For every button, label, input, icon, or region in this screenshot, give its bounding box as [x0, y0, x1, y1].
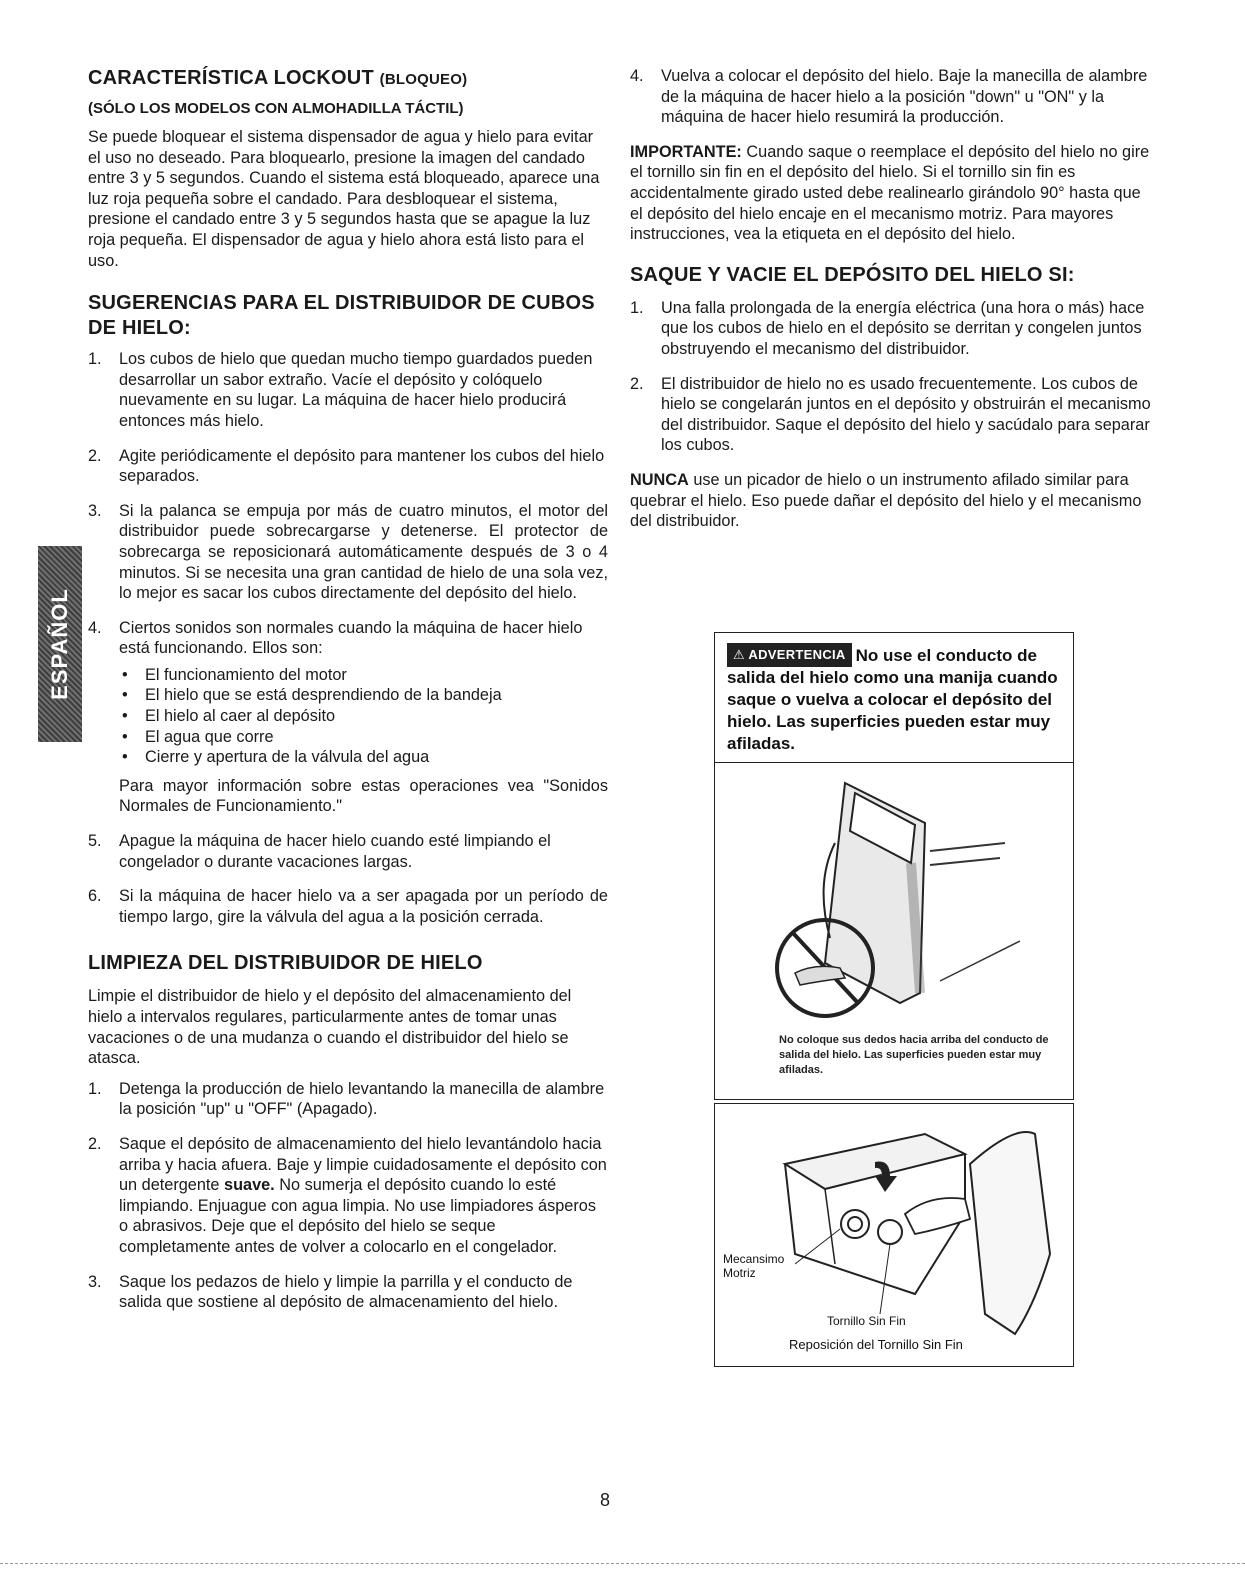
nunca-text: use un picador de hielo o un instrumento afilado similar para quebrar el hielo. Eso puede dañar el depósito del hielo y el mecanismo del distribuidor. [630, 470, 1142, 531]
item-number: 1. [630, 298, 644, 317]
item-number: 1. [88, 350, 102, 369]
item-number: 1. [88, 1079, 102, 1098]
bullet-item: • El funcionamiento del motor [119, 665, 608, 686]
warning-badge-label: ADVERTENCIA [748, 647, 846, 662]
item-text: Apague la máquina de hacer hielo cuando esté limpiando el congelador o durante vacaciones largas. [119, 832, 551, 871]
warning-badge [727, 643, 852, 667]
label-tornillo-sin-fin: Tornillo Sin Fin [827, 1314, 906, 1328]
list-item [88, 1272, 608, 1313]
lockout-title-main: CARACTERÍSTICA LOCKOUT [88, 67, 374, 89]
limpieza-body: Limpie el distribuidor de hielo y el depósito del almacenamiento del hielo a intervalos regulares, particularmente antes de tomar unas vacaciones o de una mudanza o cuando el distribuidor del hielo se atasca. [88, 987, 572, 1068]
nunca-label: NUNCA [630, 470, 689, 489]
list-item [88, 1134, 608, 1258]
item-text: Saque los pedazos de hielo y limpie la parrilla y el conducto de salida que sostiene al depósito de almacenamiento del hielo. [119, 1272, 573, 1312]
item-text: Saque el depósito de almacenamiento del hielo levantándolo hacia arriba y hacia afuera. Baje y limpie cuidadosamente el depósito con un detergente [119, 1134, 607, 1195]
lockout-body: Se puede bloquear el sistema dispensador de agua y hielo para evitar el uso no deseado. Para bloquearlo, presione la imagen del candado entre 3 y 5 segundos. Cuando el sistema está bloqueado, aparece una luz roja pequeña sobre el candado. Para desbloquear el sistema, presione el candado entre 3 y 5 segundos hasta que se apague la luz roja pequeña. El dispensador de agua y hielo ahora está listo para el uso. [88, 128, 600, 270]
bullet-item: • El hielo que se está desprendiendo de la bandeja [119, 685, 608, 706]
lockout-section [88, 66, 608, 271]
item-text: Vuelva a colocar el depósito del hielo. Baje la manecilla de alambre de la máquina de hacer hielo a la posición "down" u "ON" y la máquina de hacer hielo resumirá la producción. [661, 67, 1148, 127]
item-text: Agite periódicamente el depósito para mantener los cubos del hielo separados. [119, 446, 605, 486]
bullet-item: • El hielo al caer al depósito [119, 706, 608, 727]
warning-text: No use el conducto de salida del hielo como una manija cuando saque o vuelva a colocar el depósito del hielo. Las superficies pueden estar muy afiladas. [727, 646, 1058, 753]
lockout-title-paren: (BLOQUEO) [379, 71, 468, 88]
warning-box [714, 632, 1074, 763]
item-text: Detenga la producción de hielo levantando la manecilla de alambre la posición "up" u "OFF" (Apagado). [119, 1079, 605, 1119]
sugerencias-list [88, 349, 608, 927]
figure2-caption: Reposición del Tornillo Sin Fin [789, 1337, 963, 1352]
warning-text-block [727, 643, 1067, 755]
item-number: 2. [630, 374, 644, 393]
importante-label: IMPORTANTE: [630, 142, 742, 161]
bottom-divider [0, 1563, 1245, 1564]
warning-triangle-icon: ⚠ [733, 647, 745, 662]
item-number: 4. [630, 67, 644, 85]
list-item [630, 374, 1155, 456]
language-side-tab [38, 546, 82, 742]
list-item [88, 831, 608, 872]
sounds-bullet-list [119, 665, 608, 768]
sugerencias-section [88, 291, 608, 927]
limpieza-section [88, 951, 608, 1312]
item-number: 2. [88, 446, 102, 465]
list-item [630, 298, 1155, 360]
item-number: 2. [88, 1134, 102, 1153]
item4-note: Para mayor información sobre estas operaciones vea "Sonidos Normales de Funcionamiento." [119, 776, 608, 816]
item-number: 4. [88, 618, 102, 637]
bullet-item: • Cierre y apertura de la válvula del agua [119, 747, 608, 768]
item-text: Si la máquina de hacer hielo va a ser apagada por un período de tiempo largo, gire la válvula del agua a la posición cerrada. [119, 887, 608, 926]
sugerencias-title: SUGERENCIAS PARA EL DISTRIBUIDOR DE CUBOS DE HIELO: [88, 292, 595, 340]
lockout-title [88, 66, 608, 92]
limpieza-title: LIMPIEZA DEL DISTRIBUIDOR DE HIELO [88, 952, 483, 975]
left-column [88, 66, 608, 1327]
item-text-bold: suave. [224, 1176, 275, 1195]
item-text: El distribuidor de hielo no es usado frecuentemente. Los cubos de hielo se congelarán juntos en el depósito y obstruirán el mecanismo del distribuidor. Saque el depósito del hielo y sacúdalo para separar los cubos. [661, 374, 1151, 455]
right-column [630, 66, 1155, 542]
list-item [88, 886, 608, 927]
page-number: 8 [600, 1490, 611, 1510]
item-text: Si la palanca se empuja por más de cuatro minutos, el motor del distribuidor puede sobrecargarse y detenerse. El protector de sobrecarga se reposicionará automáticamente después de 3 o 4 minutos. Si se necesita una gran cantidad de hielo de una sola vez, lo mejor es sacar los cubos directamente del depósito del hielo. [119, 501, 608, 603]
list-item [88, 501, 608, 604]
item-number: 6. [88, 887, 102, 906]
continued-list [630, 66, 1155, 128]
list-item [88, 446, 608, 487]
list-item [88, 1079, 608, 1120]
importante-paragraph [630, 142, 1155, 245]
list-item [630, 66, 1155, 128]
importante-text: Cuando saque o reemplace el depósito del hielo no gire el tornillo sin fin en el depósito del hielo. Si el tornillo sin fin es accidentalmente girado usted debe realinearlo girándolo 90° hasta que el depósito del hielo encaje en el mecanismo motriz. Para mayores instrucciones, vea la etiqueta en el depósito del hielo. [630, 142, 1150, 244]
item-text: Una falla prolongada de la energía eléctrica (una hora o más) hace que los cubos de hielo en el depósito se derritan y congelen juntos obstruyendo el mecanismo del distribuidor. [661, 298, 1145, 358]
bullet-item: • El agua que corre [119, 727, 608, 748]
item-number: 3. [88, 1272, 102, 1291]
item-text: Los cubos de hielo que quedan mucho tiempo guardados pueden desarrollar un sabor extraño. Vacíe el depósito y colóquelo nuevamente en su lugar. La máquina de hacer hielo producirá entonces más hielo. [119, 350, 593, 430]
list-item [88, 618, 608, 817]
language-tab-label: ESPAÑOL [47, 588, 72, 700]
figure-auger-reposition [714, 1103, 1074, 1367]
limpieza-list [88, 1079, 608, 1313]
item-number: 5. [88, 832, 102, 851]
nunca-paragraph [630, 470, 1155, 532]
item-number: 3. [88, 501, 102, 520]
figure-ice-chute [714, 762, 1074, 1100]
figure1-caption: No coloque sus dedos hacia arriba del conducto de salida del hielo. Las superficies pueden estar muy afiladas. [779, 1034, 1049, 1076]
item-text: No sumerja el depósito cuando lo esté limpiando. Enjuague con agua limpia. No use limpiadores ásperos o abrasivos. Deje que el depósito del hielo se seque completamente antes de volver a colocarlo en el congelador. [119, 1176, 596, 1256]
label-mecanismo-motriz: Mecansimo Motriz [723, 1252, 785, 1280]
saque-list [630, 298, 1155, 456]
item-text: Ciertos sonidos son normales cuando la máquina de hacer hielo está funcionando. Ellos son: [119, 618, 583, 658]
list-item [88, 349, 608, 431]
lockout-subtitle: (SÓLO LOS MODELOS CON ALMOHADILLA TÁCTIL) [88, 100, 464, 117]
saque-title: SAQUE Y VACIE EL DEPÓSITO DEL HIELO SI: [630, 263, 1075, 286]
